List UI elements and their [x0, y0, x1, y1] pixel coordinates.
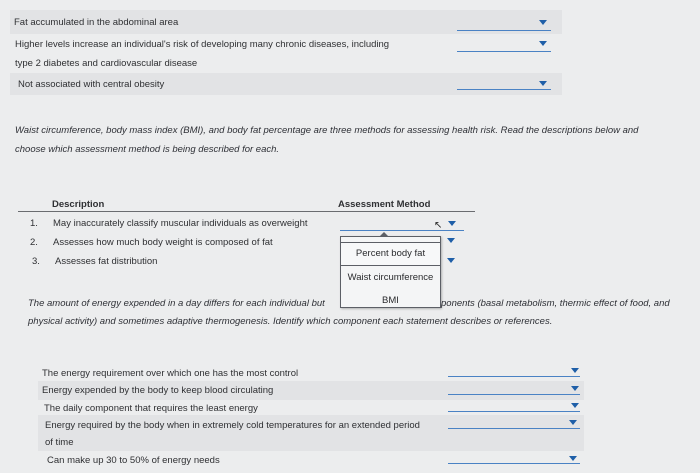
- dropdown-underline: [448, 394, 580, 395]
- component-statement-2: Energy expended by the body to keep blood circulating: [42, 385, 274, 396]
- row-description-3: Assesses fat distribution: [55, 256, 158, 267]
- dropdown-underline: [448, 463, 580, 464]
- row-description-1: May inaccurately classify muscular individuals as overweight: [53, 218, 308, 229]
- component-statement-5: Can make up 30 to 50% of energy needs: [47, 455, 220, 466]
- statement-2-cont: type 2 diabetes and cardiovascular disease: [15, 58, 198, 69]
- statement-3: Not associated with central obesity: [18, 79, 165, 90]
- statement-2: Higher levels increase an individual's risk of developing many chronic diseases, including: [15, 39, 390, 50]
- statement-1: Fat accumulated in the abdominal area: [14, 17, 179, 28]
- instructions2-line-1-right: ponents (basal metabolism, thermic effect of food, and: [441, 298, 670, 309]
- instructions-line-2: choose which assessment method is being described for each.: [15, 144, 280, 155]
- instructions-line-1: Waist circumference, body mass index (BMI), and body fat percentage are three methods for assessing health risk. Read the descriptions below and: [15, 125, 639, 136]
- row-description-2: Assesses how much body weight is composed of fat: [53, 237, 273, 248]
- chevron-down-icon: [448, 221, 456, 226]
- component-statement-4-cont: of time: [45, 437, 74, 448]
- instructions2-line-2: physical activity) and sometimes adaptive thermogenesis. Identify which component each statement describes or references.: [28, 316, 553, 327]
- chevron-down-icon: [569, 456, 577, 461]
- dropdown-underline: [457, 89, 551, 90]
- dropdown-underline: [448, 411, 580, 412]
- dropdown-component-3[interactable]: [448, 399, 580, 413]
- chevron-down-icon: [571, 368, 579, 373]
- dropdown-component-4[interactable]: [448, 416, 580, 430]
- chevron-down-icon: [539, 20, 547, 25]
- component-statement-4: Energy required by the body when in extremely cold temperatures for an extended period: [45, 420, 420, 431]
- chevron-down-icon: [539, 81, 547, 86]
- dropdown-component-5[interactable]: [448, 452, 580, 466]
- dropdown-underline: [457, 51, 551, 52]
- chevron-down-icon: [539, 41, 547, 46]
- menu-caret-icon: [379, 232, 389, 237]
- dropdown-options-menu: [340, 236, 441, 308]
- column-header-description: Description: [52, 199, 105, 210]
- dropdown-underline: [340, 230, 464, 231]
- chevron-down-icon: [571, 403, 579, 408]
- option-bmi[interactable]: BMI: [382, 295, 399, 306]
- instructions2-line-1-left: The amount of energy expended in a day differs for each individual but: [28, 298, 325, 309]
- dropdown-underline: [457, 30, 551, 31]
- dropdown-component-2[interactable]: [448, 382, 580, 396]
- option-percent-body-fat[interactable]: Percent body fat: [340, 242, 441, 266]
- dropdown-underline: [448, 376, 580, 377]
- chevron-down-icon: [447, 238, 455, 243]
- row-number-3: 3.: [32, 256, 40, 267]
- dropdown-statement-2[interactable]: [457, 36, 551, 54]
- dropdown-component-1[interactable]: [448, 365, 580, 379]
- component-statement-1: The energy requirement over which one has the most control: [42, 368, 299, 379]
- dropdown-underline: [448, 428, 580, 429]
- chevron-down-icon: [447, 258, 455, 263]
- dropdown-method-1[interactable]: [340, 216, 464, 232]
- row-number-2: 2.: [30, 237, 38, 248]
- row-number-1: 1.: [30, 218, 38, 229]
- dropdown-statement-3[interactable]: [457, 76, 551, 94]
- dropdown-statement-1[interactable]: [457, 14, 551, 32]
- column-header-method: Assessment Method: [338, 199, 431, 210]
- table-header-rule: [18, 211, 475, 212]
- dropdown-method-3[interactable]: [443, 253, 463, 269]
- chevron-down-icon: [569, 420, 577, 425]
- component-statement-3: The daily component that requires the least energy: [44, 403, 258, 414]
- option-waist-circumference[interactable]: Waist circumference: [347, 272, 434, 283]
- cursor-pointer-icon: ↖: [434, 220, 443, 231]
- dropdown-method-2[interactable]: [443, 234, 463, 250]
- chevron-down-icon: [571, 386, 579, 391]
